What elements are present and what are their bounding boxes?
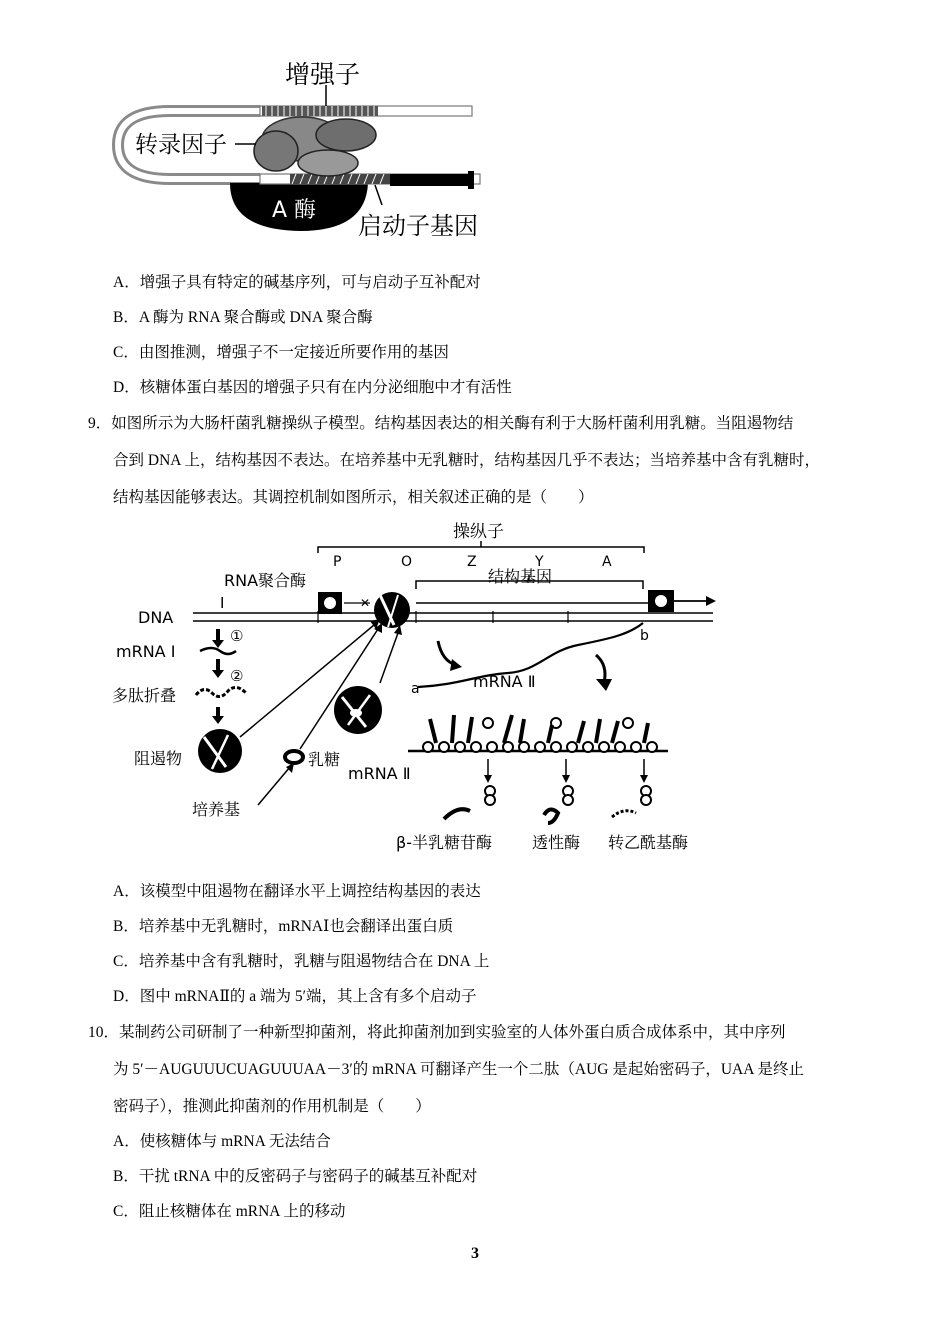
q10-option-a: A．使核糖体与 mRNA 无法结合 xyxy=(113,1133,331,1150)
y-label: Y xyxy=(535,554,544,570)
enhancer-label: 增强子 xyxy=(285,60,361,89)
step2-label: ② xyxy=(230,667,244,685)
q8-option-d: D．核糖体蛋白基因的增强子只有在内分泌细胞中才有活性 xyxy=(113,379,512,396)
q9-option-b: B．培养基中无乳糖时，mRNAⅠ也会翻译出蛋白质 xyxy=(113,918,454,935)
q10-option-b: B．干扰 tRNA 中的反密码子与密码子的碱基互补配对 xyxy=(113,1168,478,1185)
q9-stem-line-1: 9．如图所示为大肠杆菌乳糖操纵子模型。结构基因表达的相关酶有利于大肠杆菌利用乳糖。当阻遏物结 xyxy=(88,415,794,432)
lactose-label: 乳糖 xyxy=(308,750,341,769)
q9-option-d: D．图中 mRNAⅡ的 a 端为 5′端，其上含有多个启动子 xyxy=(113,988,477,1005)
dna-label: DNA xyxy=(138,608,174,627)
end-b-label: b xyxy=(640,628,649,644)
medium-label: 培养基 xyxy=(192,800,241,819)
q8-option-c: C．由图推测，增强子不一定接近所要作用的基因 xyxy=(113,344,449,361)
q9-option-a: A．该模型中阻遏物在翻译水平上调控结构基因的表达 xyxy=(113,883,481,900)
q10-stem-line-3: 密码子），推测此抑菌剂的作用机制是（ ） xyxy=(113,1098,431,1115)
figure-enhancer-diagram xyxy=(110,55,510,245)
a-gene-label: A xyxy=(602,554,612,570)
rna-polymerase-label: RNA聚合酶 xyxy=(224,571,307,590)
q9-stem-line-2: 合到 DNA 上，结构基因不表达。在培养基中无乳糖时，结构基因几乎不表达；当培养基中含有乳糖时， xyxy=(113,452,820,469)
repressor-label: 阻遏物 xyxy=(134,749,183,768)
page-number: 3 xyxy=(471,1245,479,1262)
q8-option-a: A．增强子具有特定的碱基序列，可与启动子互补配对 xyxy=(113,274,481,291)
enzyme-beta-galactosidase-label: β-半乳糖苷酶 xyxy=(396,833,492,852)
q8-option-b: B．A 酶为 RNA 聚合酶或 DNA 聚合酶 xyxy=(113,309,373,326)
mrna2-bottom-label: mRNA Ⅱ xyxy=(348,764,411,783)
step1-label: ① xyxy=(230,627,244,645)
enzyme-transacetylase-label: 转乙酰基酶 xyxy=(608,833,689,852)
q10-stem-line-1: 10．某制药公司研制了一种新型抑菌剂，将此抑菌剂加到实验室的人体外蛋白质合成体系中，其中序列 xyxy=(88,1024,786,1041)
operon-label: 操纵子 xyxy=(453,522,504,542)
z-label: Z xyxy=(467,554,477,570)
p-label: P xyxy=(333,554,342,570)
q9-option-c: C．培养基中含有乳糖时，乳糖与阻遏物结合在 DNA 上 xyxy=(113,953,490,970)
a-enzyme-label: A 酶 xyxy=(272,198,317,223)
q10-option-c: C．阻止核糖体在 mRNA 上的移动 xyxy=(113,1203,346,1220)
figure-lac-operon xyxy=(108,515,728,860)
roman-one-label: I xyxy=(220,594,225,612)
q9-stem-line-3: 结构基因能够表达。其调控机制如图所示，相关叙述正确的是（ ） xyxy=(113,489,594,506)
o-label: O xyxy=(401,554,413,570)
mrna1-label: mRNA Ⅰ xyxy=(116,642,176,661)
promoter-gene-label: 启动子基因 xyxy=(358,212,478,240)
end-a-label: a xyxy=(411,681,420,697)
svg-text:✕: ✕ xyxy=(360,596,371,610)
enzyme-permease-label: 透性酶 xyxy=(532,833,581,852)
polypeptide-fold-label: 多肽折叠 xyxy=(112,686,177,705)
q10-stem-line-2: 为 5′－AUGUUUCUAGUUUAA－3′的 mRNA 可翻译产生一个二肽（AUG 是起始密码子，UAA 是终止 xyxy=(113,1061,804,1078)
transcription-factor-label: 转录因子 xyxy=(135,132,227,158)
mrna2-top-label: mRNA Ⅱ xyxy=(473,672,536,691)
structural-gene-label: 结构基因 xyxy=(488,567,553,586)
